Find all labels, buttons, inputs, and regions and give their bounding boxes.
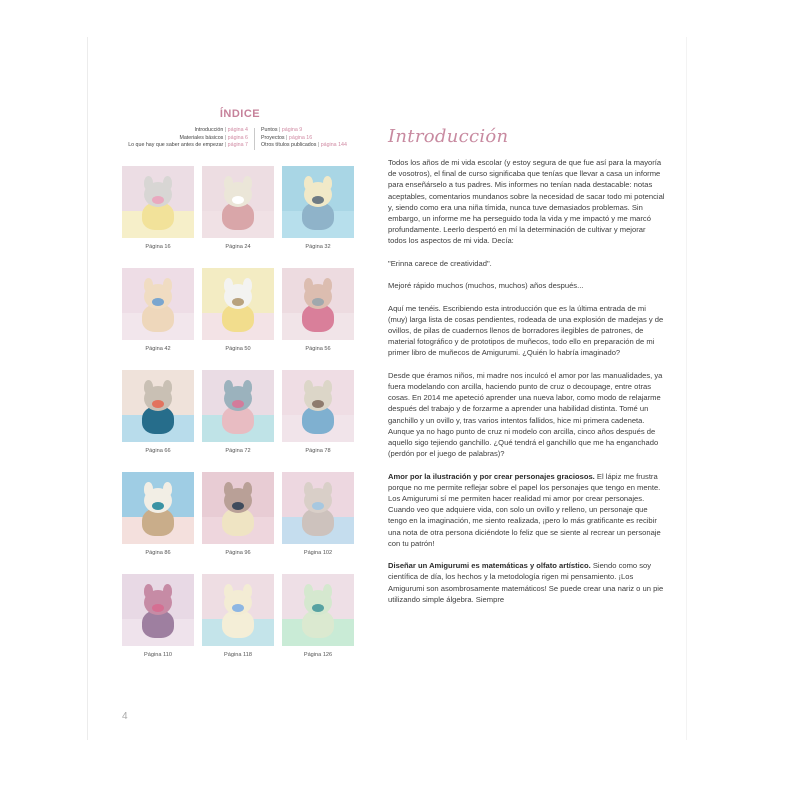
project-page-label: Página 102 [303,550,333,556]
project-page-label: Página 50 [225,346,251,352]
toc-entry[interactable] [128,135,248,143]
project-page-label: Página 110 [144,652,172,658]
toc-entry-page: página 4 [227,127,248,133]
toc-entry-page: página 9 [281,127,303,133]
project-thumbnail-winter-hat-animal-amigurumi[interactable] [282,472,354,544]
intro-paragraph [388,157,666,247]
project-page-label: Página 78 [305,448,331,454]
toy-accent [232,196,244,204]
intro-paragraph-lead: Amor por la ilustración y por crear personajes graciosos. [388,471,595,481]
intro-paragraph-text: Siendo como soy científica de día, los hechos y la metodología rigen mi pensamiento. ¡Los Amigurumi son asombrosamente matemáticos! Se puede crear una nariz o un pie utilizando simple álgebra. Siempre [388,561,664,604]
toc-separator: | [317,142,320,149]
toy-accent [232,502,244,510]
toy-accent [152,604,164,612]
toc-entry[interactable] [128,142,248,150]
toc-entry[interactable] [128,127,248,135]
toc-entry-label: Otros títulos publicados [261,142,317,149]
toc-right-column [261,127,347,150]
project-thumbnail-giraffe-amigurumi[interactable] [202,268,274,340]
toc-entry-label: Puntos [261,127,278,133]
toc-entry-page: página 7 [227,142,248,149]
toy-accent [152,400,164,408]
intro-paragraph [388,258,666,269]
toc-entry-page: página 144 [320,142,347,149]
intro-quote: "Erinna carece de creatividad". [388,258,492,268]
toy-accent [312,400,324,408]
toy-accent [152,298,164,306]
project-thumbnail-platypus-amigurumi[interactable] [282,370,354,442]
intro-paragraph-text: Aquí me tenéis. Escribiendo esta introducción que es la última entrada de mi (muy) larga lista de cosas pendientes, rodeada de una explosión de madejas y de ovillos, de pilas de cuadernos llenos de borradores ilegibles de patrones, de material fotográfico y de prototipos de muñecos, todo ello en preparación de mi primer libro de muñecos de Amigurumi. ¿Quién lo habría imaginado? [388,303,664,358]
project-page-label: Página 24 [225,244,251,250]
project-thumbnail-fawn-amigurumi[interactable] [122,268,194,340]
project-thumbnail-mouse-sweater-amigurumi[interactable] [122,370,194,442]
introduction-title: Introducción [388,126,509,147]
toc-separator: | [224,134,227,141]
toy-accent [312,196,324,204]
project-thumbnail-dinosaur-amigurumi[interactable] [282,574,354,646]
toc-entry-label: Lo que hay que saber antes de empezar [128,142,224,149]
project-page-label: Página 56 [305,346,331,352]
project-page-label: Página 42 [145,346,171,352]
project-page-label: Página 66 [145,448,171,454]
project-page-label: Página 118 [224,652,252,658]
project-page-label: Página 32 [305,244,331,250]
project-thumbnail-dodo-bird-amigurumi[interactable] [282,166,354,238]
toc-separator: | [224,127,227,133]
toy-accent [152,196,164,204]
toy-accent [232,604,244,612]
project-thumbnail-bunny-amigurumi[interactable] [202,166,274,238]
intro-paragraph [388,471,666,549]
intro-paragraph [388,370,666,460]
toc-entry-page: página 16 [288,134,313,141]
toc-entry[interactable] [261,135,347,143]
intro-paragraph [388,303,666,359]
toc-separator: | [224,142,227,149]
intro-paragraph-text: Mejoré rápido muchos (muchos, muchos) años después... [388,281,584,291]
project-page-label: Página 126 [303,652,333,658]
project-thumbnail-sheep-amigurumi[interactable] [202,472,274,544]
project-thumbnail-puppy-amigurumi[interactable] [122,472,194,544]
intro-paragraph [388,560,666,605]
intro-paragraph [388,280,666,291]
project-page-label: Página 72 [225,448,251,454]
toc-divider [254,128,255,150]
project-page-label: Página 96 [225,550,251,556]
project-thumbnail-unicorn-amigurumi[interactable] [122,166,194,238]
toc-entry-page: página 6 [227,134,248,141]
toc-entry[interactable] [261,127,347,135]
toy-accent [232,400,244,408]
toc-separator: | [278,127,281,133]
toc-entry-label: Materiales básicos [179,134,224,141]
project-thumbnail-aviator-ladybug-amigurumi[interactable] [282,268,354,340]
toy-accent [152,502,164,510]
toy-accent [312,502,324,510]
toy-accent [312,604,324,612]
toc-entry[interactable] [261,142,347,150]
page-number: 4 [122,711,128,722]
introduction-body [388,157,666,616]
toc-separator: | [286,134,288,141]
toy-accent [232,298,244,306]
toc-entry-label: Proyectos [261,134,285,141]
intro-paragraph-text: Desde que éramos niños, mi madre nos inculcó el amor por las manualidades, ya fuera modelando con arcilla, haciendo punto de cruz o decoupage, entre otras cosas. En 2014 me apeteció aprender una nueva labor, como modo de relajarme después del trabajo y de forzarme a aprender una habilidad distinta. Tomé un ganchillo y un ovillo y, tras varios intentos fallidos, hice mi primera cadeneta. Aunque ya no hago punto de cruz ni modelo con arcilla, cinco años después de aquello sigo tejiendo ganchillo. ¿Qué tendrá el ganchillo que me ha enganchado (perdón por el juego de palabras)? [388,370,663,459]
intro-paragraph-text: Todos los años de mi vida escolar (y estoy segura de que fue así para la mayoría de vosotros), el final de curso significaba que tenías que llevar a casa un informe para enseñárselo a tus padres. Mis informes no tenían nada destacable: notas aceptables, comentarios mundanos sobre la necesidad de sacar todo mi potencial y, siendo como era una niña tímida, nunca tuve demasiados problemas. Sin embargo, un informe me ha perseguido toda la vida y me impactó y me marcó profundamente. Leerlo despertó en mí la determinación de cultivar y mejorar todos los aspectos de mi vida. Decía: [388,158,665,246]
project-thumbnail-swan-amigurumi[interactable] [202,574,274,646]
project-thumbnail-sleepy-sloth-amigurumi[interactable] [122,574,194,646]
project-page-label: Página 16 [145,244,171,250]
intro-paragraph-text: El lápiz me frustra porque no me permite reflejar sobre el papel los personajes que tengo en mente. Los Amigurumi sí me permiten hacer realidad mi amor por crear personajes. Cuando veo que adquiere vida, con solo un ovillo y relleno, un personaje que tengo en la imaginación, me siento realizada, ¡pero lo más gratificante es recibir una nota de otra persona diciéndote lo feliz que se siente al recrear un personaje con tu patrón! [388,471,661,548]
index-title: ÍNDICE [219,108,261,120]
toc-left-column [128,127,248,150]
toc-entry-label: Introducción [194,127,224,133]
project-page-label: Página 86 [145,550,171,556]
toy-accent [312,298,324,306]
intro-paragraph-lead: Diseñar un Amigurumi es matemáticas y olfato artístico. [388,561,591,571]
project-thumbnail-sleeping-pig-amigurumi[interactable] [202,370,274,442]
